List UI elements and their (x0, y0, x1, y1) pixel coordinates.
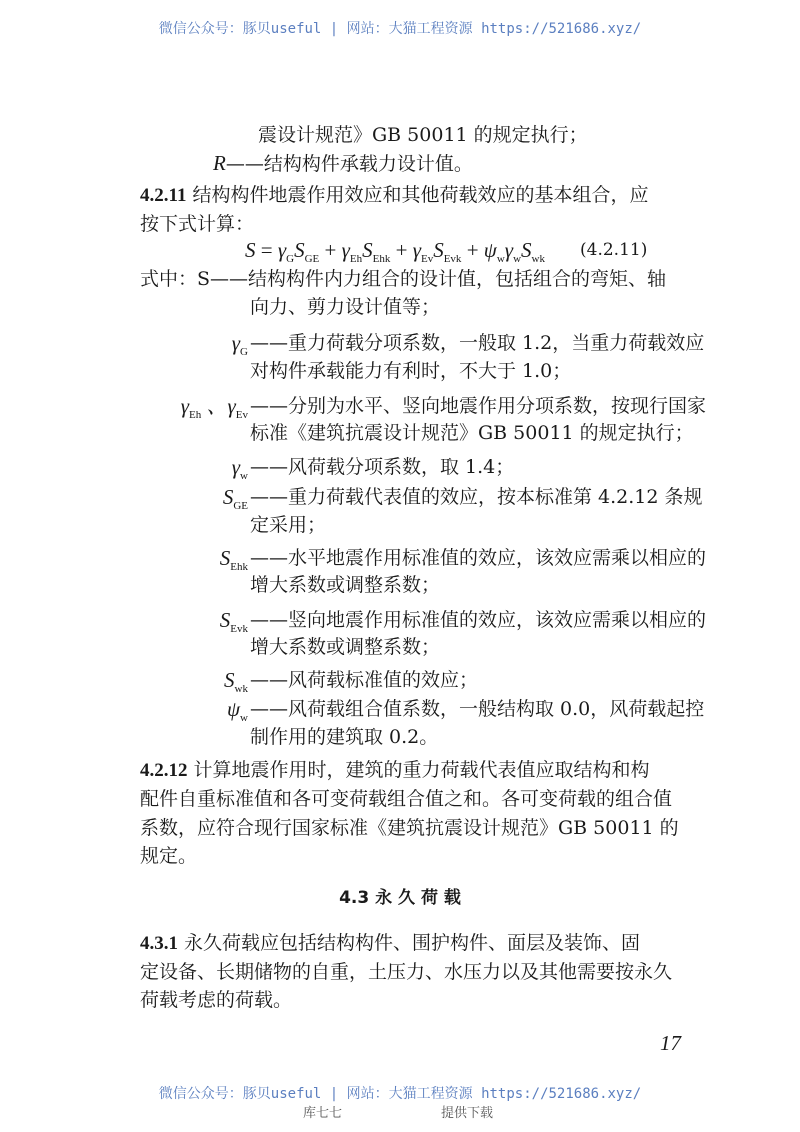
clause-4-2-12 (140, 758, 650, 783)
symbol: $\gamma_G$ (231, 331, 248, 359)
clause-4-3-1 (140, 931, 640, 956)
definition: ——竖向地震作用标准值的效应，该效应需乘以相应的 (250, 609, 707, 631)
page-number: 17 (660, 1031, 681, 1055)
clause-number: 4.3.1 (140, 933, 178, 954)
text-line: 定设备、长期储物的自重，土压力、水压力以及其他需要按永久 (140, 961, 673, 983)
definition: ——重力荷载代表值的效应，按本标准第 4.2.12 条规 (250, 486, 703, 508)
definition: ——重力荷载分项系数，一般取 1.2，当重力荷载效应 (250, 332, 705, 354)
text-line: 荷载考虑的荷载。 (140, 989, 293, 1011)
formula: $S = \gamma_GS_{GE} + \gamma_{Eh}S_{Ehk} + \gamma_{Ev}S_{Evk} + \psi_w\gamma_wS_{wk}$ (245, 238, 545, 266)
text-line (213, 151, 473, 176)
definition: ——分别为水平、竖向地震作用分项系数，按现行国家 (250, 395, 707, 417)
text-line: 配件自重标准值和各可变荷载组合值之和。各可变荷载的组合值 (140, 788, 673, 810)
definition: ——水平地震作用标准值的效应，该效应需乘以相应的 (250, 547, 707, 569)
watermark-top: 微信公众号：豚贝useful | 网站：大猫工程资源 https://521686.xyz/ (158, 21, 642, 37)
text: 计算地震作用时，建筑的重力荷载代表值应取结构和构 (187, 759, 650, 781)
clause-4-2-11 (140, 183, 649, 208)
formula-number: (4.2.11) (580, 240, 648, 260)
definition: 标准《建筑抗震设计规范》GB 50011 的规定执行； (250, 422, 694, 444)
text-line: 规定。 (140, 845, 198, 867)
text-line: 向力、剪力设计值等； (250, 296, 441, 318)
clause-number: 4.2.11 (140, 185, 187, 206)
text: 永久荷载应包括结构构件、围护构件、面层及装饰、固 (178, 932, 641, 954)
definition: ——风荷载标准值的效应； (250, 669, 479, 691)
symbol: $\gamma_w$ (231, 455, 248, 483)
symbol: R (213, 151, 226, 175)
text: ——结构构件承载力设计值。 (225, 153, 473, 175)
definition: ——风荷载组合值系数，一般结构取 0.0，风荷载起控 (250, 698, 705, 720)
footer-right: 提供下载 (441, 1106, 494, 1121)
definition: 增大系数或调整系数； (250, 636, 441, 658)
symbol: $\gamma_{Eh}$ 、$\gamma_{Ev}$ (180, 394, 248, 422)
symbol: $S_{GE}$ (222, 485, 248, 513)
text-line: 系数，应符合现行国家标准《建筑抗震设计规范》GB 50011 的 (140, 817, 679, 839)
definition: 对构件承载能力有利时，不大于 1.0； (250, 360, 572, 382)
text: 结构构件地震作用效应和其他荷载效应的基本组合，应 (186, 184, 649, 206)
text-line: 按下式计算： (140, 213, 255, 235)
watermark-bottom: 微信公众号：豚贝useful | 网站：大猫工程资源 https://521686.xyz/ (158, 1086, 642, 1102)
definition: 增大系数或调整系数； (250, 574, 441, 596)
section-heading: 4.3 永 久 荷 载 (339, 888, 461, 908)
symbol: $S_{Ehk}$ (219, 546, 248, 574)
definition: 定采用； (250, 514, 327, 536)
definition: 制作用的建筑取 0.2。 (250, 726, 439, 748)
symbol: $S_{Evk}$ (219, 608, 248, 636)
clause-number: 4.2.12 (140, 760, 188, 781)
symbol: $\psi_w$ (227, 697, 248, 725)
text-line: 式中：S——结构构件内力组合的设计值，包括组合的弯矩、轴 (140, 268, 667, 290)
symbol: $S_{wk}$ (224, 668, 248, 696)
definition: ——风荷载分项系数，取 1.4； (250, 456, 515, 478)
text-line: 震设计规范》GB 50011 的规定执行； (258, 124, 588, 146)
footer-left: 库七七 (303, 1106, 343, 1121)
